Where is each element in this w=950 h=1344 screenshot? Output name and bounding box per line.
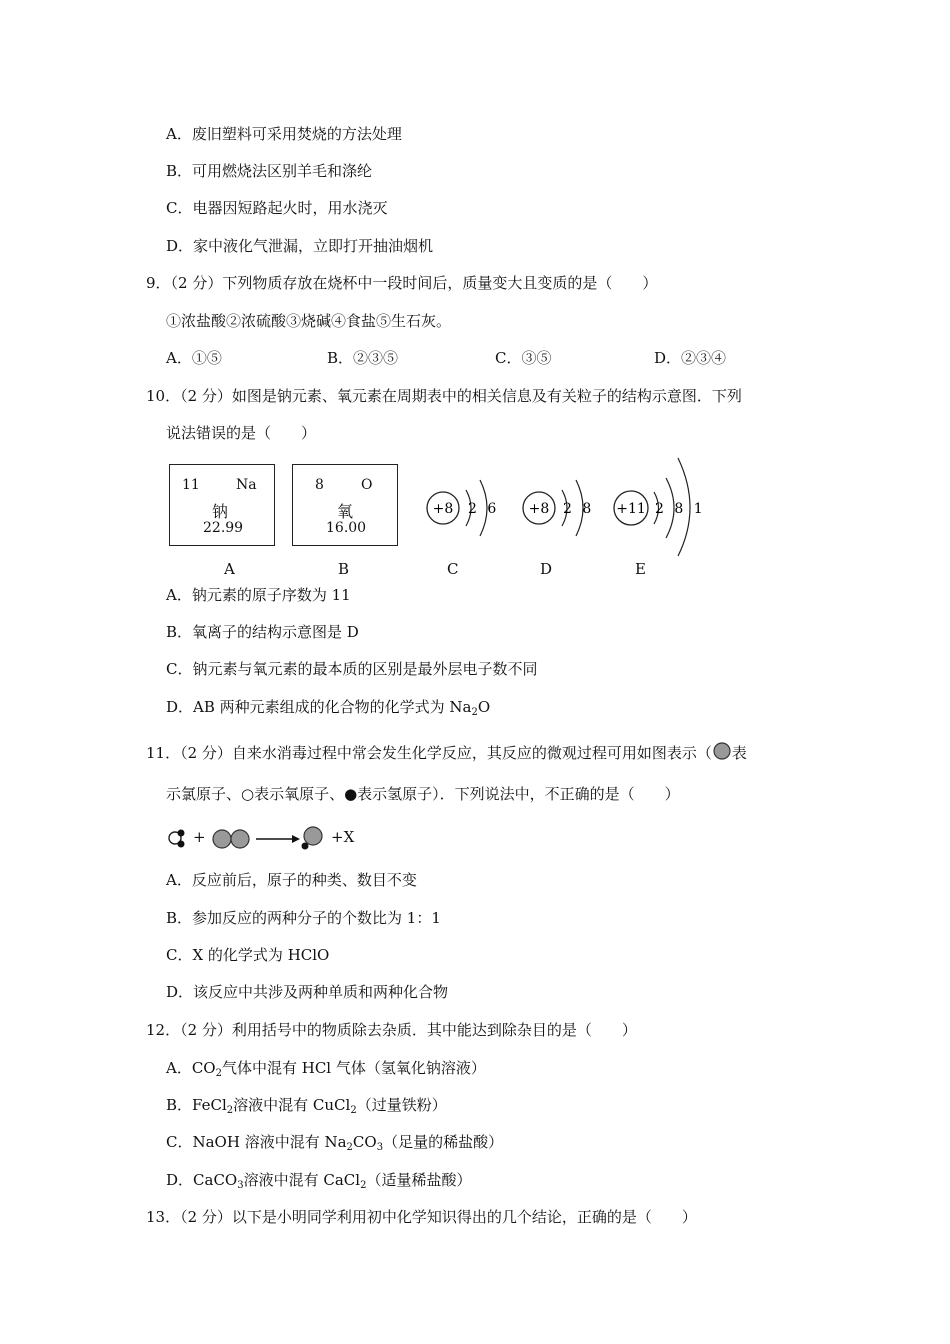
q11-option-c: C．X 的化学式为 HClO	[166, 946, 330, 964]
equation-plus: +	[193, 828, 206, 846]
q9-option-c: C．③⑤	[495, 349, 552, 367]
q12-stem: 12．（2 分）利用括号中的物质除去杂质．其中能达到除杂目的是（ ）	[146, 1021, 637, 1039]
q9-option-a: A．①⑤	[166, 349, 222, 367]
oxygen-name: 氧	[337, 502, 354, 521]
q10-option-c: C．钠元素与氧元素的最本质的区别是最外层电子数不同	[166, 660, 538, 678]
q8-option-a: A．废旧塑料可采用焚烧的方法处理	[166, 125, 402, 143]
atomic-structure-diagrams	[410, 450, 706, 560]
hcl-molecule-icon	[302, 827, 323, 850]
q11-stem-line2: 示氯原子、○表示氧原子、●表示氢原子）．下列说法中，不正确的是（ ）	[166, 785, 680, 803]
sodium-mass: 22.99	[203, 520, 244, 536]
q10-stem-line2: 说法错误的是（ ）	[166, 424, 317, 442]
q8-option-b: B．可用燃烧法区别羊毛和涤纶	[166, 162, 373, 180]
q11-stem-line1: 11．（2 分）自来水消毒过程中常会发生化学反应，其反应的微观过程可用如图表示（ 表	[146, 744, 747, 762]
diagram-c	[427, 480, 499, 536]
q9-stem: 9．（2 分）下列物质存放在烧杯中一段时间后，质量变大且变质的是（ ）	[146, 274, 658, 292]
diagram-c-shells: 2 6	[468, 501, 500, 517]
reaction-equation	[166, 824, 366, 854]
sodium-symbol: Na	[236, 477, 257, 493]
q9-option-b: B．②③⑤	[327, 349, 399, 367]
diagram-e-shells: 2 8 1	[655, 501, 706, 517]
q11-option-b: B．参加反应的两种分子的个数比为 1：1	[166, 909, 441, 927]
q9-option-d: D．②③④	[654, 349, 727, 367]
q10-stem-line1: 10．（2 分）如图是钠元素、氧元素在周期表中的相关信息及有关粒子的结构示意图．下列	[146, 387, 742, 405]
arrow-icon	[256, 835, 300, 843]
oxygen-card	[292, 464, 398, 546]
q12-option-b: B．FeCl$_2$溶液中混有 CuCl$_2$（过量铁粉）	[166, 1096, 447, 1116]
q12-option-d: D．CaCO$_3$溶液中混有 CaCl$_2$（适量稀盐酸）	[166, 1171, 472, 1191]
q11-option-d: D．该反应中共涉及两种单质和两种化合物	[166, 983, 449, 1001]
caption-b: B	[338, 560, 350, 578]
oxygen-mass: 16.00	[326, 520, 367, 536]
sodium-card	[169, 464, 275, 546]
q12-option-c: C．NaOH 溶液中混有 $Na_2CO_3$（足量的稀盐酸）	[166, 1133, 504, 1153]
q10-option-d: D．AB 两种元素组成的化合物的化学式为 $Na_2O$	[166, 698, 491, 718]
sodium-name: 钠	[212, 502, 229, 521]
caption-e: E	[635, 560, 646, 578]
q10-option-b: B．氧离子的结构示意图是 D	[166, 623, 359, 641]
diagram-d-shells: 2 8	[563, 501, 595, 517]
diagram-e-nucleus: +11	[616, 501, 646, 517]
diagram-d	[523, 480, 594, 536]
q10-option-a: A．钠元素的原子序数为 11	[166, 586, 351, 604]
caption-a: A	[224, 560, 235, 578]
water-molecule-icon	[169, 830, 185, 848]
q12-option-a: A．$CO_2$气体中混有 HCl 气体（氢氧化钠溶液）	[166, 1059, 486, 1079]
chlorine-molecule-icon	[213, 830, 249, 848]
q11-option-a: A．反应前后，原子的种类、数目不变	[166, 871, 417, 889]
q8-option-d: D．家中液化气泄漏，立即打开抽油烟机	[166, 237, 434, 255]
q13-stem: 13．（2 分）以下是小明同学利用初中化学知识得出的几个结论，正确的是（ ）	[146, 1208, 697, 1226]
caption-d: D	[540, 560, 553, 578]
oxygen-symbol: O	[361, 477, 373, 493]
oxygen-number: 8	[315, 477, 324, 493]
caption-c: C	[447, 560, 459, 578]
diagram-e	[614, 458, 706, 556]
diagram-d-nucleus: +8	[528, 501, 550, 517]
q9-options	[0, 348, 950, 368]
sodium-number: 11	[182, 477, 200, 493]
diagram-c-nucleus: +8	[432, 501, 454, 517]
q9-substances: ①浓盐酸②浓硫酸③烧碱④食盐⑤生石灰。	[166, 312, 452, 330]
equation-product-x: +X	[331, 828, 355, 846]
chlorine-atom-icon	[712, 742, 732, 762]
q8-option-c: C．电器因短路起火时，用水浇灭	[166, 199, 388, 217]
